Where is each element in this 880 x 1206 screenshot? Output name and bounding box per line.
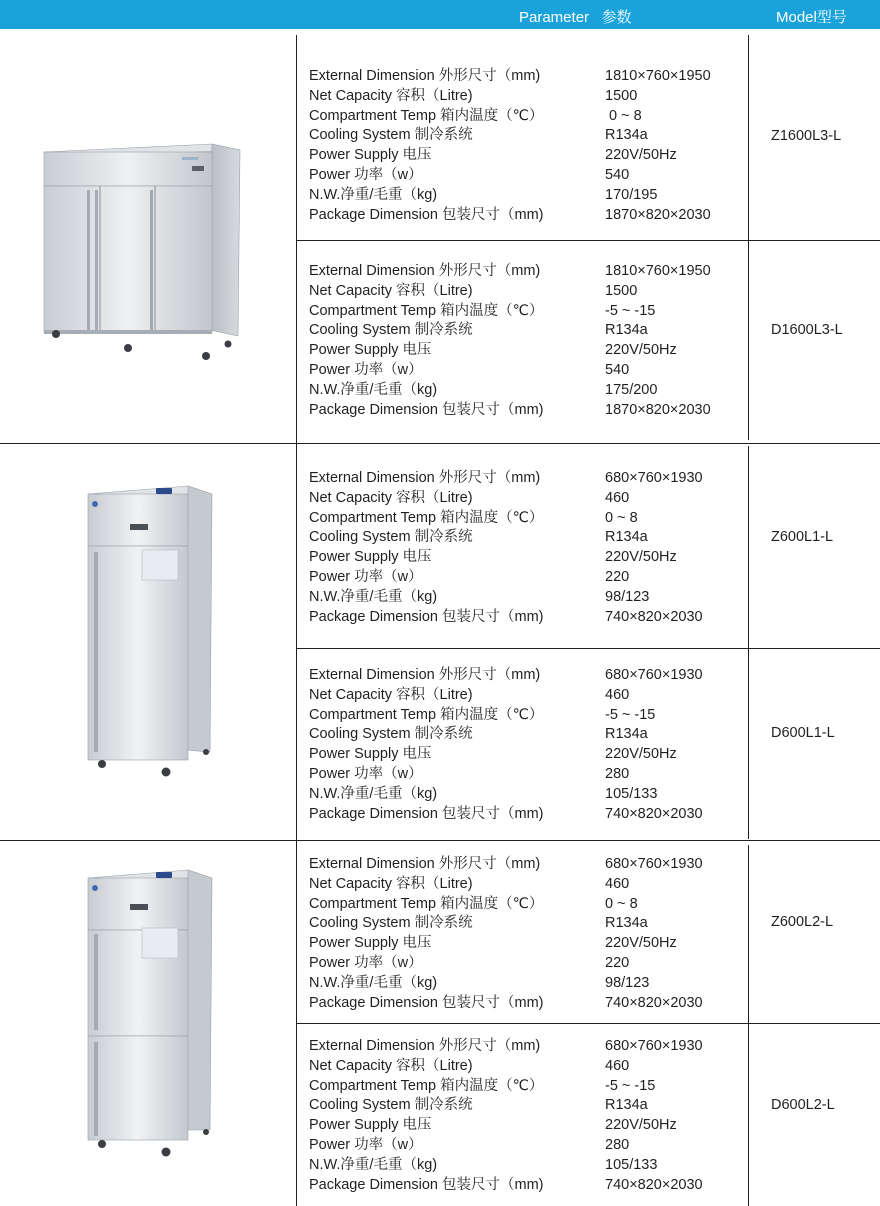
column-divider-right [748,446,749,839]
row-divider [297,240,880,241]
spec-value: R134a [605,127,648,144]
parameter-heading: Parameter 参数 [519,9,632,26]
spec-label: Package Dimension 包装尺寸（mm) [309,805,544,822]
spec-value: 98/123 [605,588,650,605]
spec-label: Power Supply 电压 [309,746,432,763]
spec-value: 1810×760×1950 [605,68,711,84]
spec-label: External Dimension 外形尺寸（mm) [309,856,541,872]
spec-value: 460 [605,875,630,892]
spec-value: 740×820×2030 [605,994,703,1011]
three-door-refrigerator-image [42,140,247,368]
single-door-refrigerator-image [84,484,216,780]
column-divider-left [296,35,297,1206]
spec-label: External Dimension 外形尺寸（mm) [309,68,541,84]
spec-label: Package Dimension 包装尺寸（mm) [309,1176,544,1193]
spec-label: Power Supply 电压 [309,342,432,359]
spec-value: 220 [605,954,630,971]
spec-label: N.W.净重/毛重（kg) [309,974,438,991]
spec-label: Power 功率（w） [309,568,423,585]
spec-label: Power 功率（w） [309,1136,423,1153]
two-door-refrigerator-image [84,868,216,1160]
spec-label: Net Capacity 容积（Litre) [309,87,473,104]
spec-label: Compartment Temp 箱内温度（℃） [309,302,544,319]
spec-value: 1810×760×1950 [605,263,711,279]
spec-value: 1870×820×2030 [605,401,711,418]
spec-value: R134a [605,322,648,339]
spec-label: Cooling System 制冷系统 [309,726,473,743]
spec-label: Net Capacity 容积（Litre) [309,686,473,703]
spec-value: 220V/50Hz [605,342,677,359]
spec-label: External Dimension 外形尺寸（mm) [309,1038,541,1054]
spec-value: 98/123 [605,974,650,991]
column-divider-right [748,845,749,1206]
model-code: Z600L1-L [771,529,834,545]
spec-value: 1500 [605,87,638,104]
spec-value: 460 [605,686,630,703]
spec-value: 0 ~ 8 [605,107,642,124]
spec-label: Package Dimension 包装尺寸（mm) [309,994,544,1011]
spec-label: N.W.净重/毛重（kg) [309,1156,438,1173]
spec-value: 1870×820×2030 [605,206,711,223]
spec-label: Net Capacity 容积（Litre) [309,282,473,299]
spec-value: -5 ~ -15 [605,302,656,319]
spec-label: Package Dimension 包装尺寸（mm) [309,206,544,223]
spec-value: R134a [605,1097,648,1114]
spec-label: Package Dimension 包装尺寸（mm) [309,401,544,418]
spec-value: -5 ~ -15 [605,706,656,723]
spec-label: Cooling System 制冷系统 [309,127,473,144]
spec-label: Power Supply 电压 [309,1117,432,1134]
spec-value: 105/133 [605,1156,658,1173]
spec-label: Cooling System 制冷系统 [309,1097,473,1114]
spec-value: 740×820×2030 [605,608,703,625]
spec-label: External Dimension 外形尺寸（mm) [309,470,541,486]
group-divider [0,443,880,444]
spec-value: 220 [605,568,630,585]
spec-label: Power 功率（w） [309,361,423,378]
spec-label: External Dimension 外形尺寸（mm) [309,667,541,683]
spec-value: 680×760×1930 [605,470,703,486]
spec-value: 220V/50Hz [605,549,677,566]
spec-label: External Dimension 外形尺寸（mm) [309,263,541,279]
spec-label: Compartment Temp 箱内温度（℃） [309,706,544,723]
group-divider [0,840,880,841]
row-divider [297,648,880,649]
spec-value: 280 [605,1136,630,1153]
spec-label: N.W.净重/毛重（kg) [309,588,438,605]
model-code: D600L1-L [771,725,835,741]
spec-value: 220V/50Hz [605,147,677,164]
spec-value: 170/195 [605,186,658,203]
spec-value: 1500 [605,282,638,299]
spec-value: 680×760×1930 [605,667,703,683]
spec-value: 740×820×2030 [605,805,703,822]
spec-value: 0 ~ 8 [605,509,638,526]
row-divider [297,1023,880,1024]
spec-label: Compartment Temp 箱内温度（℃） [309,895,544,912]
spec-value: R134a [605,726,648,743]
spec-label: N.W.净重/毛重（kg) [309,381,438,398]
spec-label: Power Supply 电压 [309,549,432,566]
spec-value: 740×820×2030 [605,1176,703,1193]
spec-value: R134a [605,529,648,546]
spec-label: Net Capacity 容积（Litre) [309,1057,473,1074]
spec-label: Compartment Temp 箱内温度（℃） [309,107,544,124]
spec-label: Power Supply 电压 [309,935,432,952]
spec-value: 220V/50Hz [605,1117,677,1134]
spec-value: 105/133 [605,785,658,802]
spec-value: 175/200 [605,381,658,398]
spec-label: Cooling System 制冷系统 [309,322,473,339]
spec-label: Power 功率（w） [309,765,423,782]
model-code: Z1600L3-L [771,128,842,144]
spec-value: 460 [605,489,630,506]
spec-label: Cooling System 制冷系统 [309,915,473,932]
spec-value: 220V/50Hz [605,935,677,952]
spec-value: R134a [605,915,648,932]
spec-value: 0 ~ 8 [605,895,638,912]
spec-label: Cooling System 制冷系统 [309,529,473,546]
spec-label: N.W.净重/毛重（kg) [309,186,438,203]
spec-label: Compartment Temp 箱内温度（℃） [309,509,544,526]
column-divider-right [748,35,749,440]
model-code: Z600L2-L [771,914,834,930]
spec-label: Net Capacity 容积（Litre) [309,489,473,506]
spec-label: Power Supply 电压 [309,147,432,164]
model-heading: Model型号 [776,9,847,26]
spec-label: Net Capacity 容积（Litre) [309,875,473,892]
spec-value: -5 ~ -15 [605,1077,656,1094]
spec-value: 460 [605,1057,630,1074]
spec-label: N.W.净重/毛重（kg) [309,785,438,802]
header-bar [0,0,880,29]
spec-value: 540 [605,166,630,183]
spec-value: 680×760×1930 [605,856,703,872]
model-code: D1600L3-L [771,322,843,338]
spec-value: 540 [605,361,630,378]
spec-label: Package Dimension 包装尺寸（mm) [309,608,544,625]
spec-label: Power 功率（w） [309,166,423,183]
model-code: D600L2-L [771,1097,835,1113]
spec-value: 280 [605,765,630,782]
spec-value: 680×760×1930 [605,1038,703,1054]
spec-label: Power 功率（w） [309,954,423,971]
spec-label: Compartment Temp 箱内温度（℃） [309,1077,544,1094]
spec-value: 220V/50Hz [605,746,677,763]
